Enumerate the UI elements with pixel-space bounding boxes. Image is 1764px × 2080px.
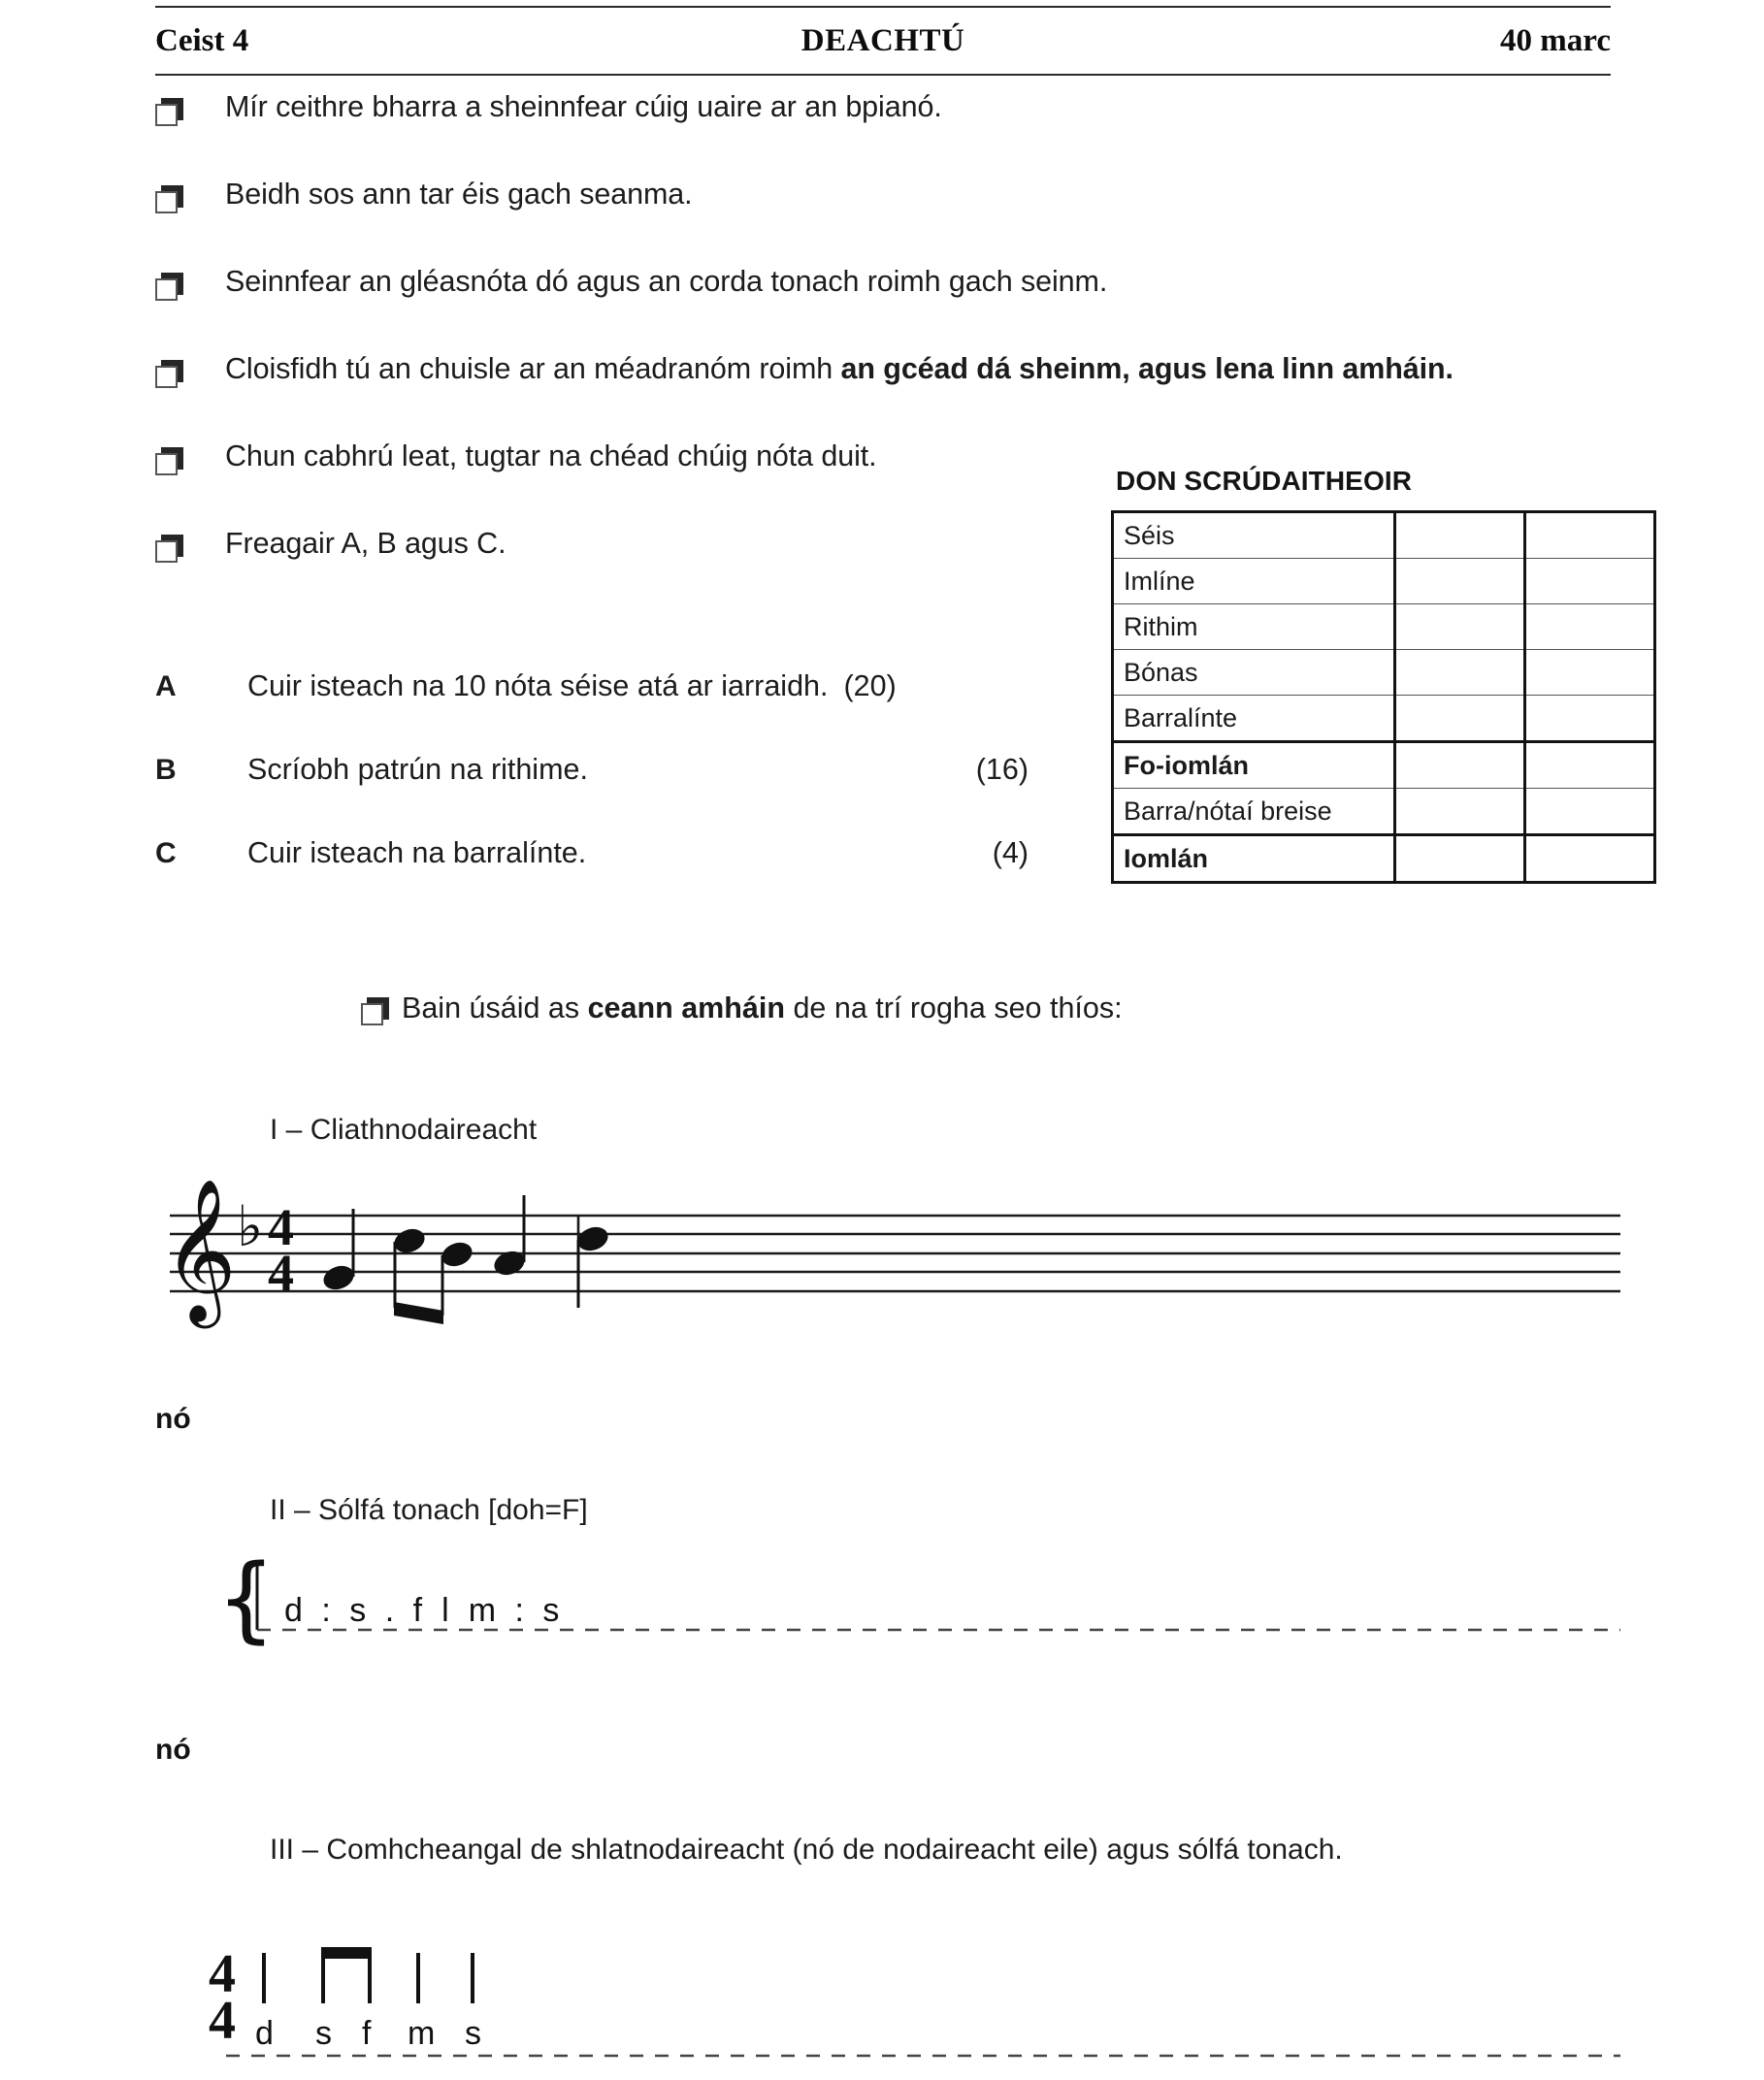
stick-beam bbox=[321, 1947, 372, 1959]
table-row bbox=[1113, 512, 1655, 559]
table-row-label: Bónas bbox=[1113, 650, 1395, 696]
table-row-label: Fo-iomlán bbox=[1113, 742, 1395, 789]
mark-cell-2[interactable] bbox=[1525, 559, 1655, 604]
part-letter: A bbox=[155, 670, 177, 702]
part-marks: (4) bbox=[992, 836, 1029, 869]
checkbox-bullet-icon bbox=[155, 526, 225, 569]
instruction-text-plain: Seinnfear an gléasnóta dó agus an corda tonach roimh gach seinm. bbox=[225, 265, 1108, 298]
part-text: Cuir isteach na 10 nóta séise atá ar iarraidh. bbox=[247, 669, 829, 702]
solfa-svg bbox=[218, 1547, 1625, 1664]
table-row bbox=[1113, 835, 1655, 883]
table-row-label: Iomlán bbox=[1113, 835, 1395, 883]
mark-cell-2[interactable] bbox=[1525, 696, 1655, 742]
option-one-label: I – Cliathnodaireacht bbox=[270, 1114, 538, 1146]
question-part-b bbox=[155, 753, 1029, 836]
mark-cell-2[interactable] bbox=[1525, 789, 1655, 835]
examiner-marking-table bbox=[1111, 510, 1656, 884]
list-item bbox=[155, 177, 1611, 264]
mark-cell-2[interactable] bbox=[1525, 835, 1655, 883]
instruction-text bbox=[225, 351, 1454, 387]
table-row bbox=[1113, 604, 1655, 650]
question-part-a bbox=[155, 669, 1029, 753]
brace-icon: { bbox=[218, 1547, 277, 1653]
choose-one-line bbox=[361, 991, 1123, 1034]
stick-solfa-5: s bbox=[465, 2015, 481, 2052]
stick-time-signature-bottom: 4 bbox=[209, 1991, 236, 2051]
music-staff-svg bbox=[146, 1145, 1640, 1358]
table-row bbox=[1113, 696, 1655, 742]
page-title: DEACHTÚ bbox=[800, 22, 965, 58]
table-row-label: Imlíne bbox=[1113, 559, 1395, 604]
instruction-text-plain: Chun cabhrú leat, tugtar na chéad chúig nóta duit. bbox=[225, 439, 877, 472]
instruction-text bbox=[225, 177, 693, 212]
mark-cell-1[interactable] bbox=[1395, 512, 1525, 559]
note-4 bbox=[491, 1195, 528, 1279]
stick-solfa-3: f bbox=[362, 2015, 372, 2052]
question-part-c bbox=[155, 836, 1029, 920]
choose-one-text bbox=[402, 991, 1123, 1025]
total-marks: 40 marc bbox=[1500, 22, 1611, 58]
instruction-text bbox=[225, 89, 942, 125]
checkbox-bullet-icon bbox=[155, 264, 225, 307]
part-letter: C bbox=[155, 837, 177, 869]
note-group-beamed bbox=[391, 1225, 475, 1324]
instruction-text bbox=[225, 264, 1107, 300]
part-marks: (16) bbox=[975, 753, 1029, 786]
examiner-table-title: DON SCRÚDAITHEOIR bbox=[1116, 466, 1413, 496]
instruction-text-plain: Freagair A, B agus C. bbox=[225, 527, 506, 560]
choose-one-emphasis: ceann amháin bbox=[587, 991, 785, 1024]
stick-solfa-1: d bbox=[255, 2015, 274, 2052]
checkbox-bullet-icon bbox=[361, 991, 390, 1034]
checkbox-bullet-icon bbox=[155, 439, 225, 481]
checkbox-bullet-icon bbox=[155, 351, 225, 394]
table-row-label: Rithim bbox=[1113, 604, 1395, 650]
mark-cell-1[interactable] bbox=[1395, 742, 1525, 789]
note-1 bbox=[320, 1209, 357, 1293]
stick-solfa-2: s bbox=[315, 2015, 332, 2052]
option-two-label: II – Sólfá tonach [doh=F] bbox=[270, 1494, 588, 1526]
stick-time-signature-top: 4 bbox=[209, 1944, 236, 2004]
instruction-text-plain: Cloisfidh tú an chuisle ar an méadranóm roimh bbox=[225, 352, 841, 385]
checkbox-bullet-icon bbox=[155, 177, 225, 219]
instruction-text bbox=[225, 526, 506, 562]
mark-cell-2[interactable] bbox=[1525, 604, 1655, 650]
stick-beamed-pair bbox=[321, 1947, 372, 2003]
mark-cell-1[interactable] bbox=[1395, 789, 1525, 835]
question-number: Ceist 4 bbox=[155, 22, 249, 58]
table-row bbox=[1113, 650, 1655, 696]
part-marks: (20) bbox=[843, 669, 897, 702]
part-letter: B bbox=[155, 754, 177, 786]
choose-one-suffix: de na trí rogha seo thíos: bbox=[785, 991, 1123, 1024]
mark-cell-2[interactable] bbox=[1525, 650, 1655, 696]
instruction-text-bold: an gcéad dá sheinm, agus lena linn amháin. bbox=[840, 352, 1454, 385]
instruction-text-plain: Beidh sos ann tar éis gach seanma. bbox=[225, 178, 693, 211]
beam bbox=[394, 1302, 443, 1324]
checkbox-bullet-icon bbox=[155, 89, 225, 132]
treble-clef-icon: 𝄞 bbox=[163, 1178, 237, 1322]
flat-sign-icon: ♭ bbox=[237, 1193, 264, 1259]
time-signature-bottom: 4 bbox=[268, 1244, 294, 1302]
part-text: Scríobh patrún na rithime. bbox=[247, 753, 588, 786]
table-row-label: Séis bbox=[1113, 512, 1395, 559]
table-row-label: Barra/nótaí breise bbox=[1113, 789, 1395, 835]
or-separator-1: nó bbox=[155, 1403, 191, 1435]
stick-notation-svg bbox=[209, 1935, 1625, 2071]
instruction-text bbox=[225, 439, 877, 474]
option-one-staff bbox=[146, 1145, 1640, 1358]
mark-cell-1[interactable] bbox=[1395, 650, 1525, 696]
stick-solfa-4: m bbox=[408, 2015, 436, 2052]
option-two-solfa bbox=[218, 1547, 1625, 1664]
table-row bbox=[1113, 742, 1655, 789]
mark-cell-1[interactable] bbox=[1395, 604, 1525, 650]
instruction-text-plain: Mír ceithre bharra a sheinnfear cúig uaire ar an bpianó. bbox=[225, 90, 942, 123]
option-three-label: III – Comhcheangal de shlatnodaireacht (nó de nodaireacht eile) agus sólfá tonach. bbox=[270, 1834, 1343, 1866]
solfa-text: d : s . f ǀ m : s bbox=[284, 1592, 565, 1629]
part-text: Cuir isteach na barralínte. bbox=[247, 836, 587, 869]
or-separator-2: nó bbox=[155, 1734, 191, 1766]
mark-cell-1[interactable] bbox=[1395, 559, 1525, 604]
page-header bbox=[155, 6, 1611, 76]
list-item bbox=[155, 351, 1611, 439]
note-5 bbox=[574, 1223, 611, 1308]
table-row bbox=[1113, 559, 1655, 604]
table-row bbox=[1113, 789, 1655, 835]
mark-cell-2[interactable] bbox=[1525, 512, 1655, 559]
time-signature-top: 4 bbox=[268, 1198, 294, 1256]
table-row-label: Barralínte bbox=[1113, 696, 1395, 742]
list-item bbox=[155, 264, 1611, 351]
mark-cell-2[interactable] bbox=[1525, 742, 1655, 789]
staff-lines bbox=[170, 1216, 1620, 1291]
option-three-stick-notation bbox=[209, 1935, 1625, 2071]
mark-cell-1[interactable] bbox=[1395, 696, 1525, 742]
choose-one-prefix: Bain úsáid as bbox=[402, 991, 588, 1024]
list-item bbox=[155, 89, 1611, 177]
question-parts bbox=[155, 669, 1029, 920]
mark-cell-1[interactable] bbox=[1395, 835, 1525, 883]
